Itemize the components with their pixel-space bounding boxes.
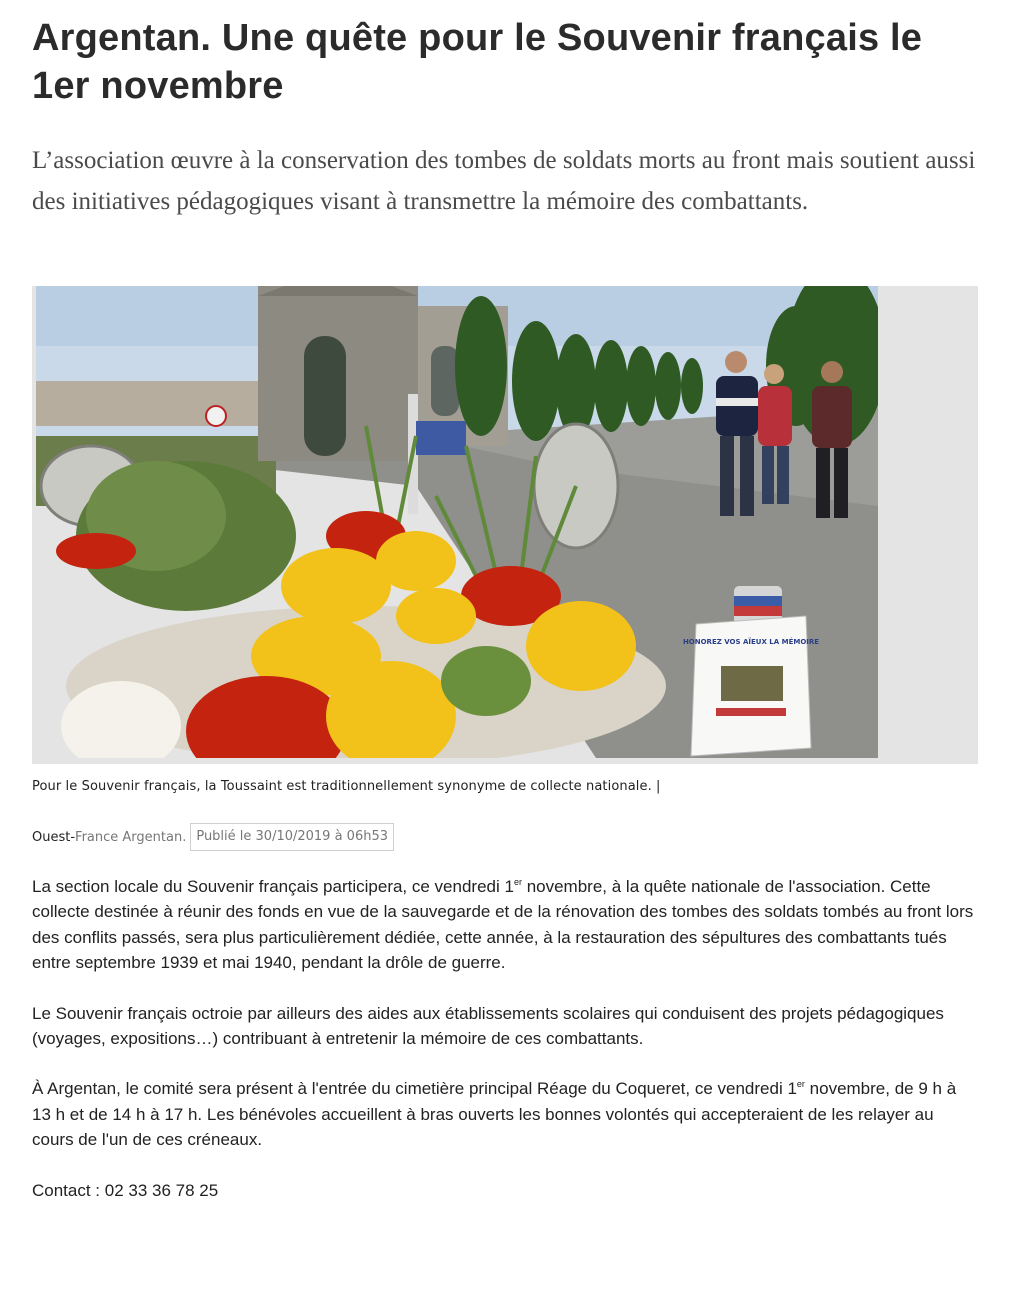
publication-date: Publié le 30/10/2019 à 06h53 — [190, 823, 394, 851]
body-paragraph: La section locale du Souvenir français participera, ce vendredi 1er novembre, à la quête nationale de l'association. Cette collecte destinée à réunir des fonds en vue de la sauvegarde et de la rénovation des tombes des soldats tombés au front lors des conflits passés, sera plus particulièrement dédiée, cette année, à la restauration des sépultures des combattants tués entre septembre 1939 et mai 1940, pendant la drôle de guerre. — [32, 877, 974, 973]
body-paragraph: À Argentan, le comité sera présent à l'entrée du cimetière principal Réage du Coqueret, ce vendredi 1er novembre, de 9 h à 13 h et de 14 h à 17 h. Les bénévoles accueillent à bras ouverts les bonnes volontés qui accepteraient de les relayer au cours de l'un de ces créneaux. — [32, 1079, 957, 1150]
sign-label: HONOREZ VOS AÏEUX LA MÉMOIRE — [682, 638, 820, 646]
article-title: Argentan. Une quête pour le Souvenir français le 1er novembre — [32, 17, 923, 107]
byline — [32, 823, 394, 851]
article-figure — [32, 286, 978, 764]
article — [32, 0, 978, 1200]
article-lead: L’association œuvre à la conservation des tombes de soldats morts au front mais soutient aussi des initiatives pédagogiques visant à transmettre la mémoire des combattants. — [32, 147, 976, 215]
article-body — [32, 874, 978, 1228]
publisher-brand[interactable]: Ouest- — [32, 829, 76, 845]
publisher-edition[interactable]: France Argentan. — [75, 829, 187, 845]
body-paragraph: Le Souvenir français octroie par ailleurs des aides aux établissements scolaires qui conduisent des projets pédagogiques (voyages, expositions…) contribuant à entretenir la mémoire de ces combattants. — [32, 1003, 944, 1049]
article-photo[interactable] — [36, 286, 878, 758]
contact-line: Contact : 02 33 36 78 25 — [32, 1180, 219, 1200]
photo-caption: Pour le Souvenir français, la Toussaint est traditionnellement synonyme de collecte nationale. | — [32, 779, 661, 794]
